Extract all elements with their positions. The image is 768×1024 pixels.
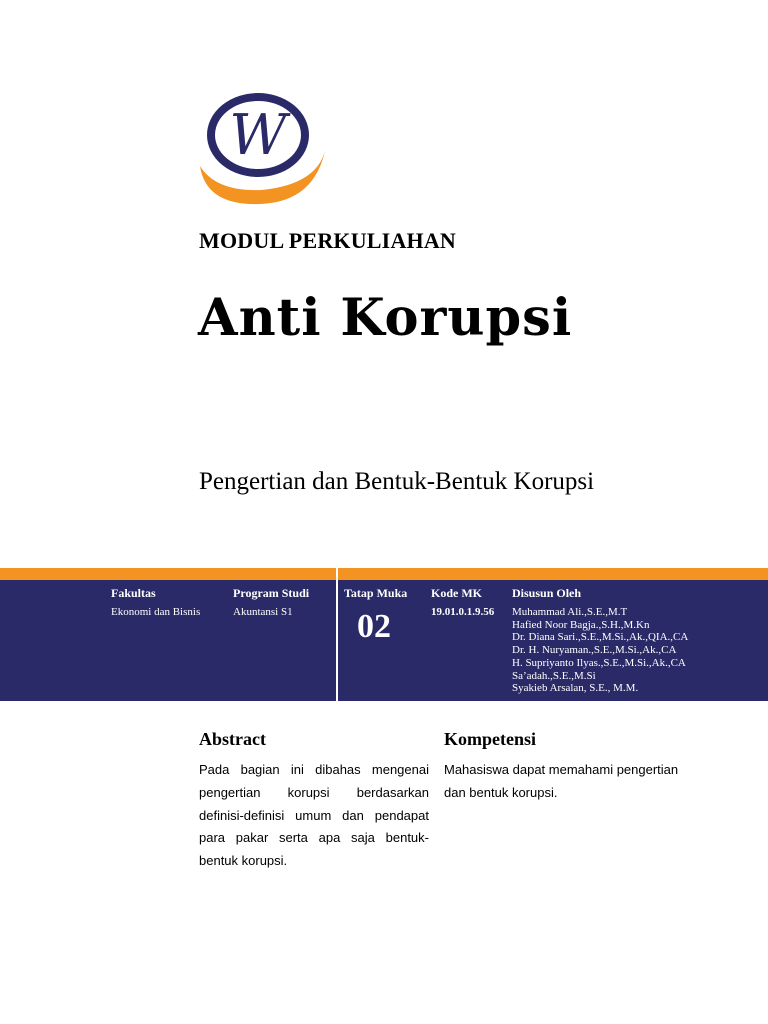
program-studi-label: Program Studi	[233, 586, 310, 600]
tatap-muka-value: 02	[357, 608, 391, 645]
kompetensi-heading: Kompetensi	[444, 729, 536, 749]
abstract-heading: Abstract	[199, 729, 266, 749]
tatap-muka-label: Tatap Muka	[344, 586, 408, 600]
author-name: H. Supriyanto Ilyas.,S.E.,M.Si.,Ak.,CA	[512, 656, 686, 669]
topic-title: Pengertian dan Bentuk-Bentuk Korupsi	[199, 468, 595, 495]
author-name: Dr. H. Nuryaman.,S.E.,M.Si.,Ak.,CA	[512, 644, 677, 657]
course-title: Anti Korupsi	[198, 288, 573, 348]
abstract-text: Pada bagian ini dibahas mengenai pengertian korupsi berdasarkan definisi-definisi umum dan pendapat para pakar serta apa saja bentuk-bentuk korupsi.	[199, 762, 429, 869]
disusun-oleh-label: Disusun Oleh	[512, 586, 582, 600]
kode-mk-value: 19.01.0.1.9.56	[431, 606, 495, 618]
fakultas-label: Fakultas	[111, 586, 156, 600]
author-name: Dr. Diana Sari.,S.E.,M.Si.,Ak.,QIA.,CA	[512, 631, 689, 644]
author-name: Muhammad Ali.,S.E.,M.T	[512, 606, 628, 618]
kode-mk-label: Kode MK	[431, 586, 482, 600]
course-info-band	[0, 580, 768, 701]
program-studi-value: Akuntansi S1	[233, 606, 293, 618]
author-name: Syakieb Arsalan, S.E., M.M.	[512, 682, 639, 695]
kompetensi-text: Mahasiswa dapat memahami pengertian dan bentuk korupsi.	[444, 762, 679, 800]
author-list	[512, 606, 688, 695]
author-name: Hafied Noor Bagja.,S.H.,M.Kn	[512, 618, 650, 631]
author-name: Sa’adah.,S.E.,M.Si	[512, 669, 596, 682]
orange-accent-bar	[0, 568, 768, 580]
fakultas-value: Ekonomi dan Bisnis	[111, 606, 201, 618]
info-divider	[336, 568, 338, 701]
university-logo	[198, 88, 328, 206]
logo-letter: W	[229, 103, 287, 168]
module-label: MODUL PERKULIAHAN	[199, 228, 457, 253]
